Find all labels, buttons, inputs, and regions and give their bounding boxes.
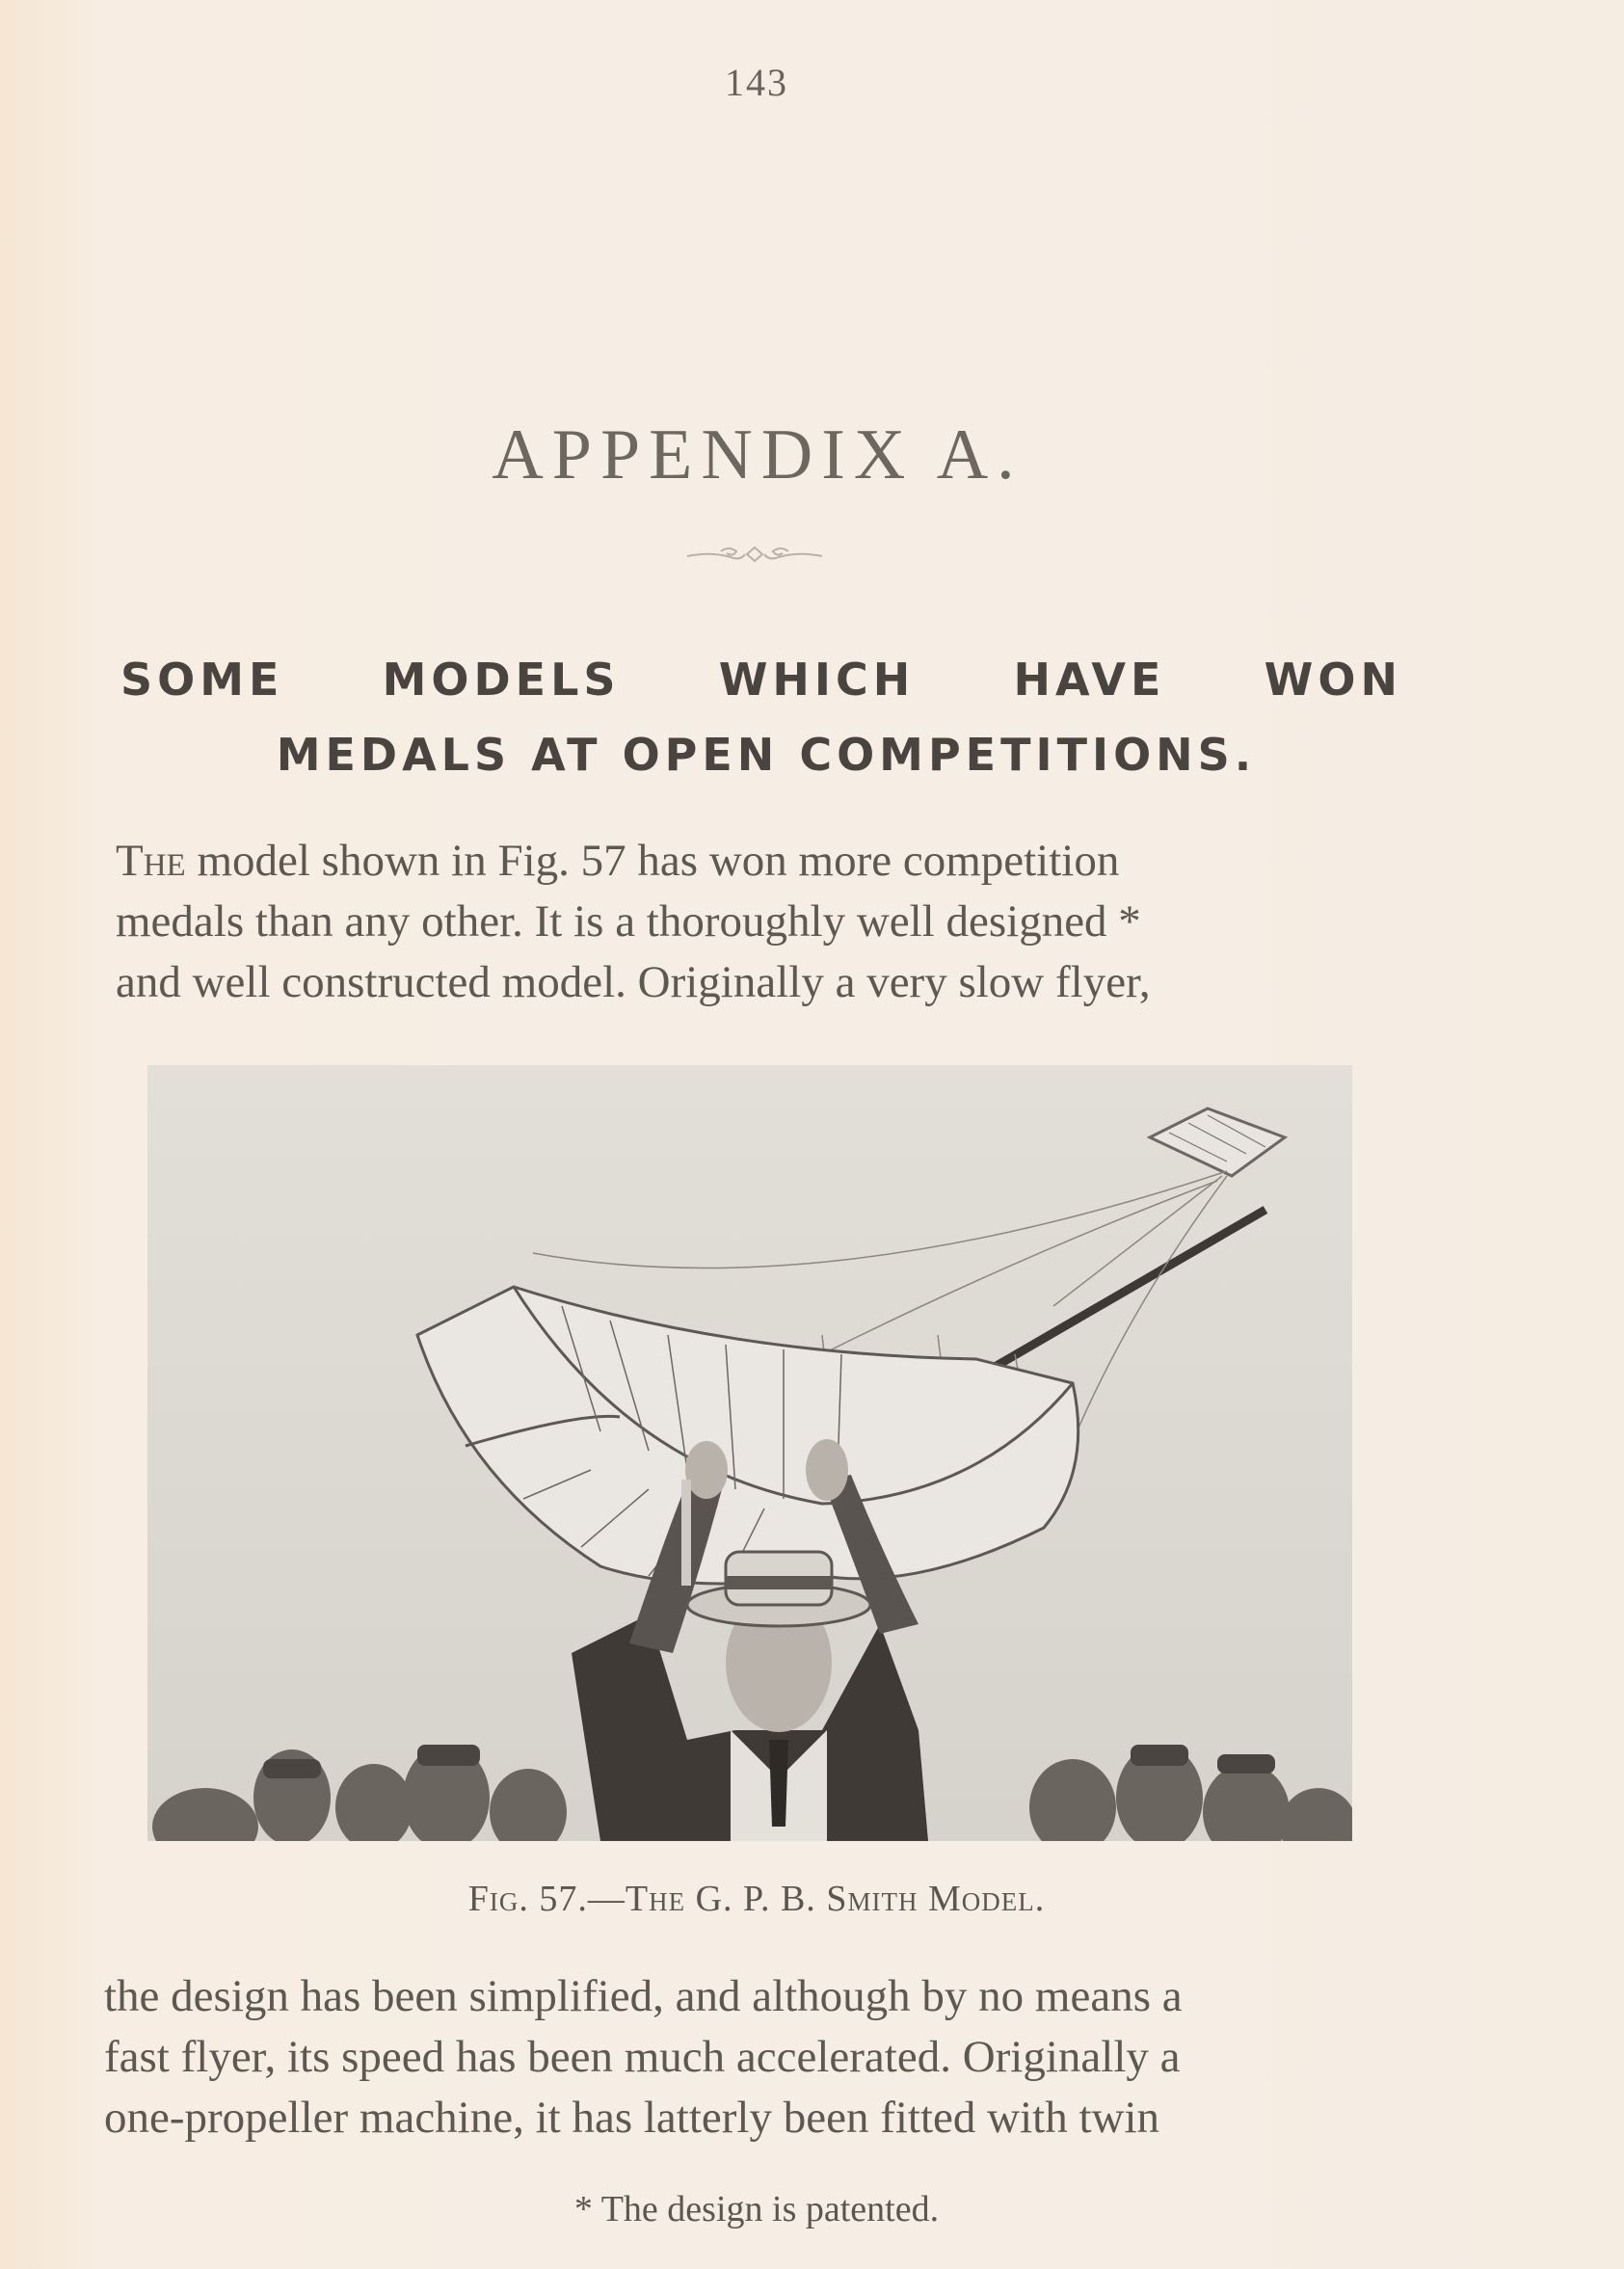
lead-smallcaps: The <box>116 836 186 886</box>
heading-word: WHICH <box>718 654 916 706</box>
line-rest: model shown in Fig. 57 has won more competition <box>185 836 1120 886</box>
body-paragraph-2 <box>104 1966 1400 2149</box>
figure-caption <box>0 1878 1513 1920</box>
line-text: the design has been simplified, and although by no means a <box>104 1971 1183 2021</box>
caption-smith: Smith <box>826 1879 918 1919</box>
section-heading <box>120 642 1402 792</box>
line-text: medals than any other. It is a thoroughly well designed * <box>116 896 1141 947</box>
heading-word: MODELS <box>382 654 621 706</box>
caption-name: G. P. B. <box>685 1879 827 1919</box>
text-line <box>116 831 1402 892</box>
line-text <box>116 831 1119 892</box>
heading-word: WON <box>1264 654 1402 706</box>
caption-the: The <box>625 1879 686 1919</box>
body-paragraph-1 <box>116 831 1402 1013</box>
caption-prefix: Fig. 57. <box>467 1879 588 1919</box>
caption-model: Model. <box>918 1879 1046 1919</box>
text-line <box>116 892 1402 952</box>
text-line <box>116 952 1402 1013</box>
footnote: * The design is patented. <box>573 2189 940 2229</box>
decorative-flourish-icon <box>682 540 827 569</box>
line-text: and well constructed model. Originally a very slow flyer, <box>116 957 1151 1007</box>
model-aeroplane-photo <box>147 1065 1352 1841</box>
heading-word: SOME <box>120 654 284 706</box>
line-text: fast flyer, its speed has been much accelerated. Originally a <box>104 2032 1181 2082</box>
text-line <box>104 1966 1400 2027</box>
text-line <box>104 2088 1400 2149</box>
section-heading-line-1 <box>120 642 1402 717</box>
line-text: one-propeller machine, it has latterly been fitted with twin <box>104 2093 1159 2143</box>
figure-photograph <box>147 1065 1352 1841</box>
page-number: 143 <box>725 61 788 104</box>
appendix-title: APPENDIX A. <box>492 415 1024 494</box>
text-line <box>104 2027 1400 2088</box>
caption-dash: — <box>587 1879 626 1919</box>
section-heading-line-2: MEDALS AT OPEN COMPETITIONS. <box>276 729 1257 781</box>
heading-word: HAVE <box>1013 654 1166 706</box>
